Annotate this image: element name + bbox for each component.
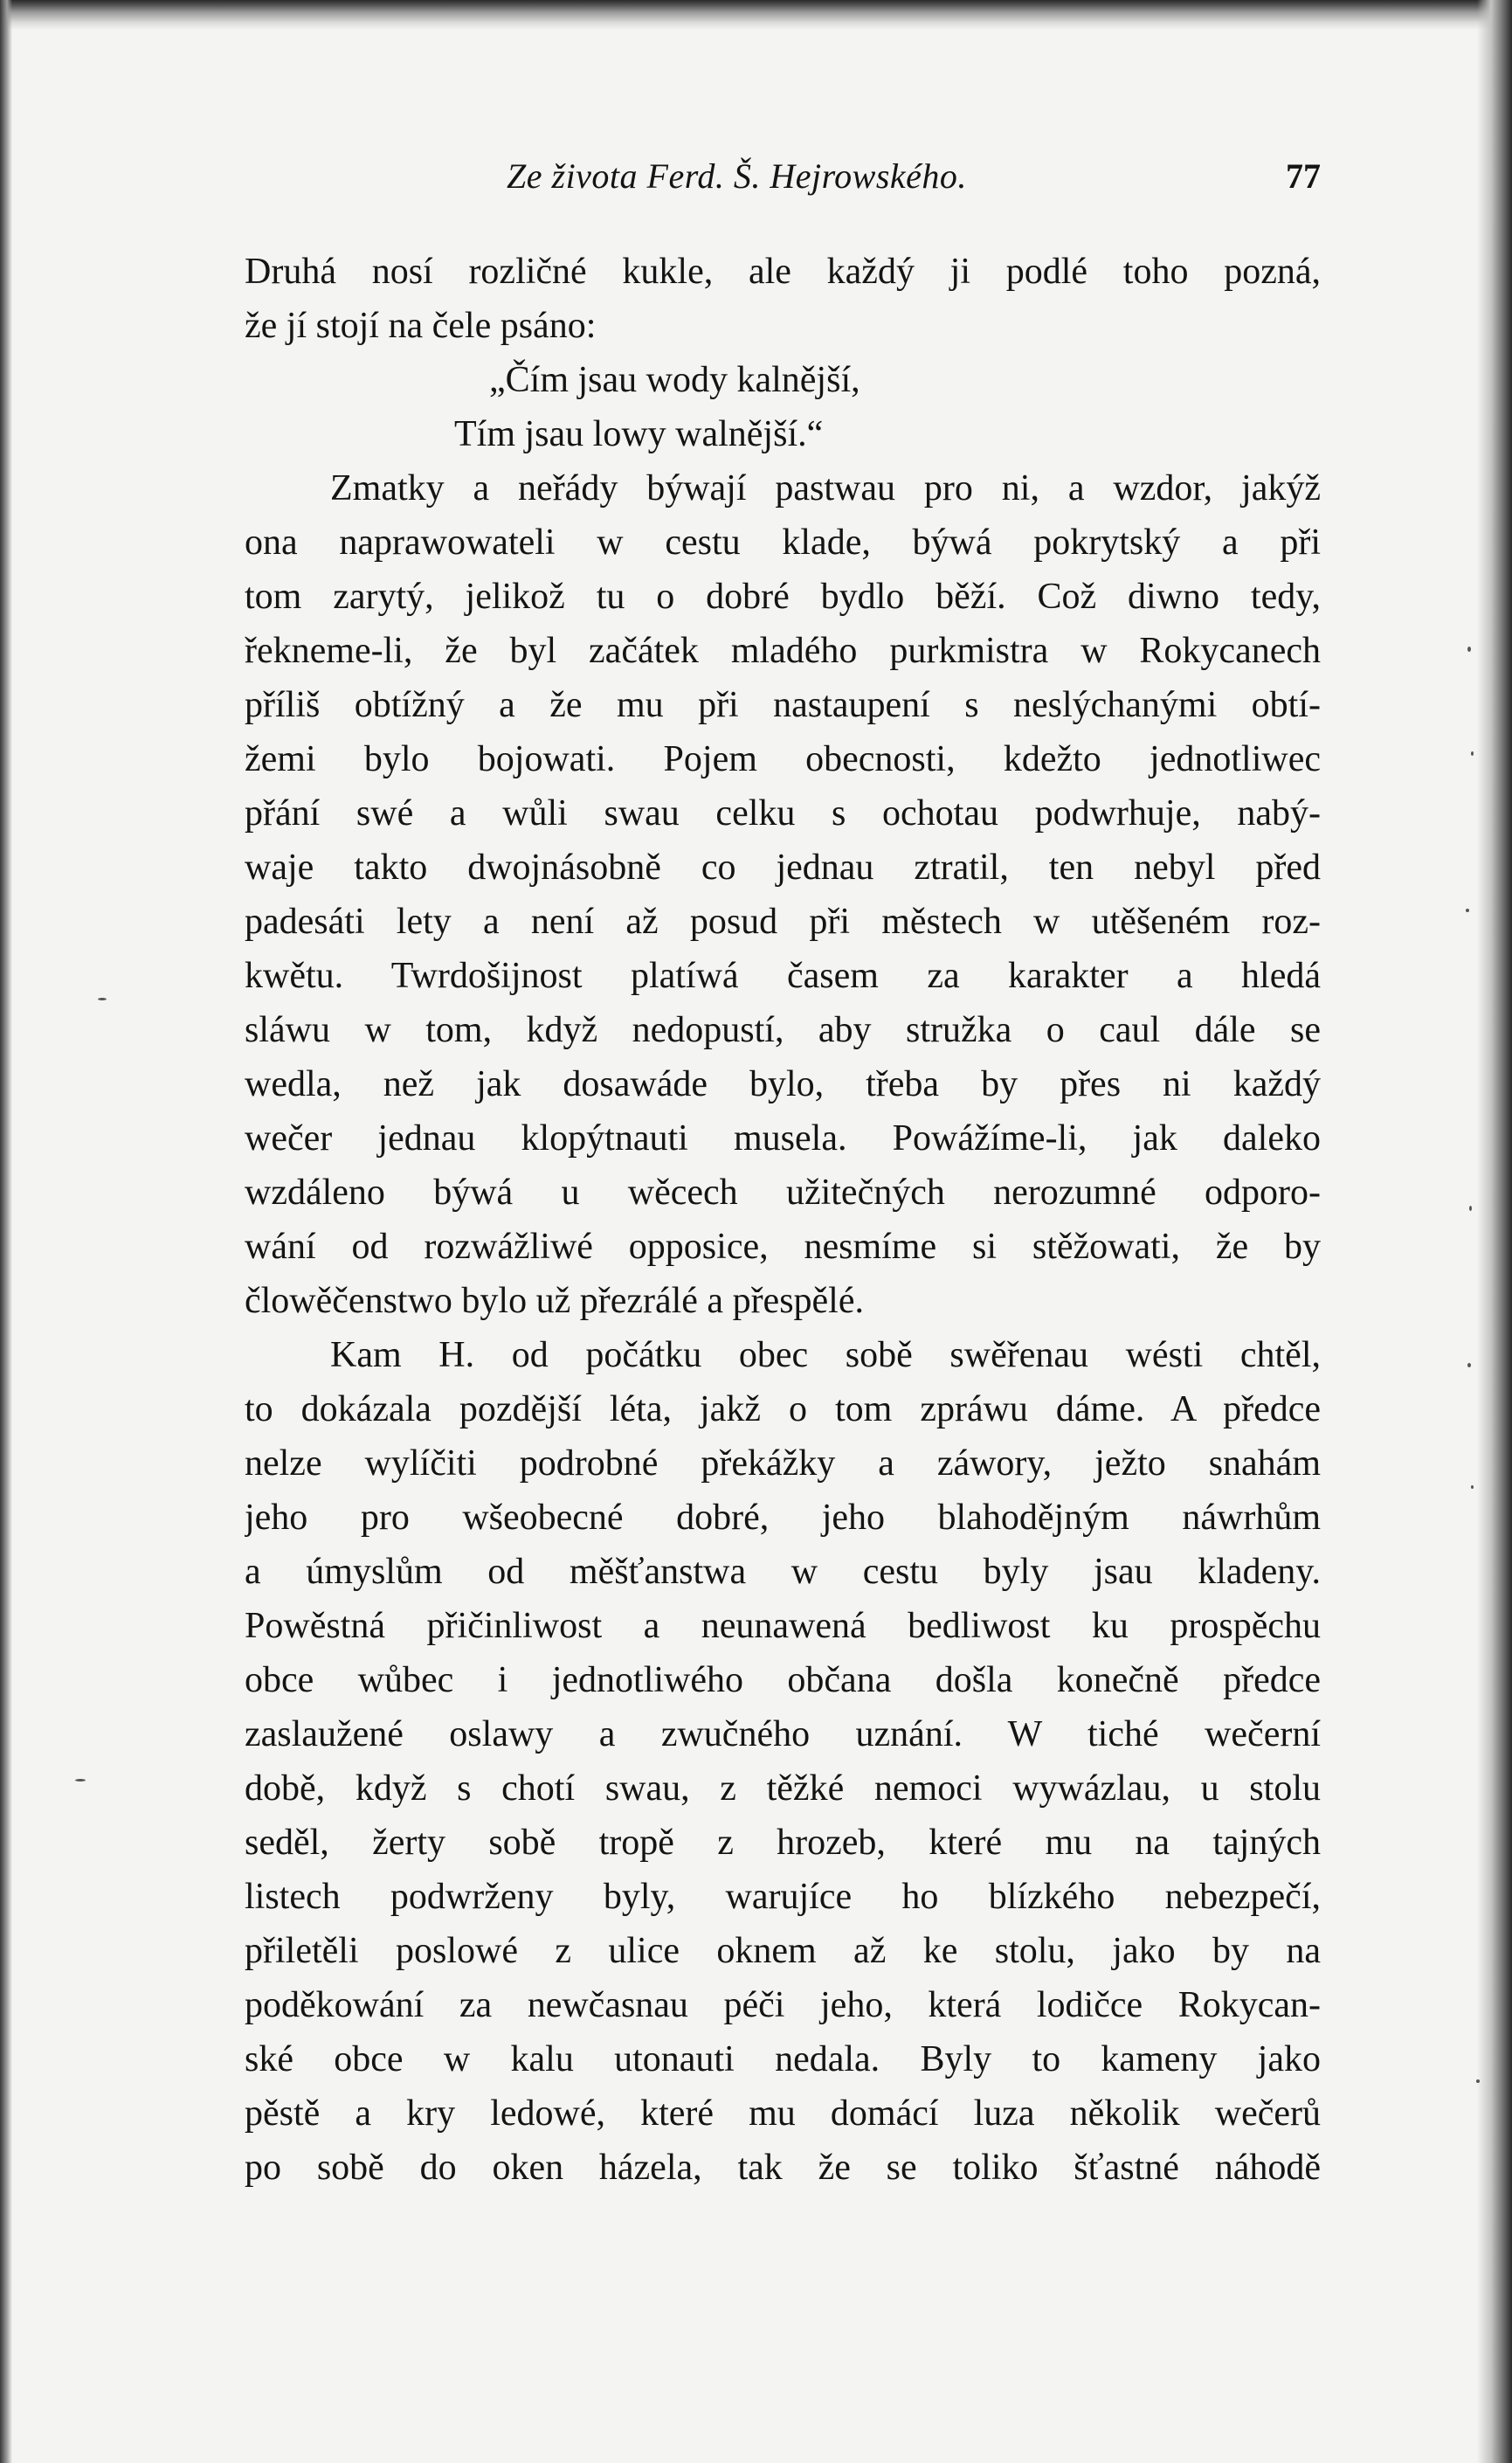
text-line: jeho pro wšeobecné dobré, jeho blahodějným náwrhům [245,1498,1321,1538]
text-line: po sobě do oken házela, tak že se toliko šťastné náhodě [245,2148,1321,2188]
text-line: Kam H. od počátku obec sobě swěřenau wésti chtěl, [330,1335,1321,1375]
text-line: Powěstná přičinliwost a neunawená bedliwost ku prospěchu [245,1606,1321,1646]
text-line: wání od rozwážliwé opposice, nesmíme si stěžowati, že by [245,1227,1321,1267]
text-line: řekneme-li, že byl začátek mladého purkmistra w Rokycanech [245,631,1321,671]
text-line: waje takto dwojnásobně co jednau ztratil, ten nebyl před [245,848,1321,888]
text-line: kwětu. Twrdošijnost platíwá časem za karakter a hledá [245,956,1321,996]
scan-edge-left [0,0,12,2463]
text-line: ské obce w kalu utonauti nedala. Byly to kameny jako [245,2039,1321,2079]
scan-speck [1467,647,1471,652]
text-line: že jí stojí na čele psáno: [245,306,597,346]
verse-line: „Čím jsau wody kalnější, [489,360,860,400]
text-line: ona naprawowateli w cestu klade, býwá pokrytský a při [245,522,1321,563]
text-line: člowěčenstwo bylo už přezrálé a přespělé. [245,1281,864,1321]
verse-line: Tím jsau lowy walnější.“ [454,414,824,454]
scan-speck [75,1779,86,1782]
scan-edge-top [0,0,1512,30]
scan-speck [1466,909,1469,912]
text-line: sláwu w tom, když nedopustí, aby stružka o caul dále se [245,1010,1321,1050]
page-number: 77 [1286,156,1321,196]
text-line: wečer jednau klopýtnauti musela. Powážíme-li, jak daleko [245,1118,1321,1159]
text-line: zaslaužené oslawy a zwučného uznání. W tiché wečerní [245,1714,1321,1754]
text-line: Zmatky a neřády býwají pastwau pro ni, a wzdor, jakýž [330,468,1321,509]
text-line: nelze wylíčiti podrobné překážky a záwory, ježto snahám [245,1443,1321,1484]
text-line: to dokázala pozdější léta, jakž o tom zpráwu dáme. A předce [245,1389,1321,1429]
body-text [245,245,1321,2195]
text-line: seděl, žerty sobě tropě z hrozeb, které mu na tajných [245,1823,1321,1863]
text-line: Druhá nosí rozličné kukle, ale každý ji podlé toho pozná, [245,252,1321,292]
text-line: tom zarytý, jelikož tu o dobré bydlo běží. Což diwno tedy, [245,577,1321,617]
text-line: wedla, než jak dosawáde bylo, třeba by přes ni každý [245,1064,1321,1104]
text-line: padesáti lety a není až posud při městech w utěšeném roz- [245,902,1321,942]
scan-speck [98,998,107,1000]
text-line: poděkowání za newčasnau péči jeho, která lodičce Rokycan- [245,1985,1321,2025]
scan-speck [1476,2079,1480,2083]
text-line: době, když s chotí swau, z těžké nemoci wywázlau, u stolu [245,1768,1321,1809]
text-line: žemi bylo bojowati. Pojem obecnosti, kdežto jednotliwec [245,739,1321,779]
text-line: a úmyslům od měšťanstwa w cestu byly jsau kladeny. [245,1552,1321,1592]
text-line: obce wůbec i jednotliwého občana došla konečně předce [245,1660,1321,1700]
text-line: přání swé a wůli swau celku s ochotau podwrhuje, nabý- [245,793,1321,834]
scan-edge-right [1477,0,1512,2463]
scan-speck [1471,751,1474,756]
text-line: wzdáleno býwá u wěcech užitečných nerozumné odporo- [245,1173,1321,1213]
scan-speck [1467,1363,1471,1367]
scan-speck [1469,1206,1472,1211]
text-line: listech podwrženy byly, warujíce ho blízkého nebezpečí, [245,1877,1321,1917]
scan-speck [1471,1485,1474,1489]
text-line: pěstě a kry ledowé, které mu domácí luza několik wečerů [245,2093,1321,2134]
running-title: Ze života Ferd. Š. Hejrowského. [507,156,967,196]
text-line: přiletěli poslowé z ulice oknem až ke stolu, jako by na [245,1931,1321,1971]
text-line: příliš obtížný a že mu při nastaupení s neslýchanými obtí- [245,685,1321,725]
running-head [245,156,1321,208]
